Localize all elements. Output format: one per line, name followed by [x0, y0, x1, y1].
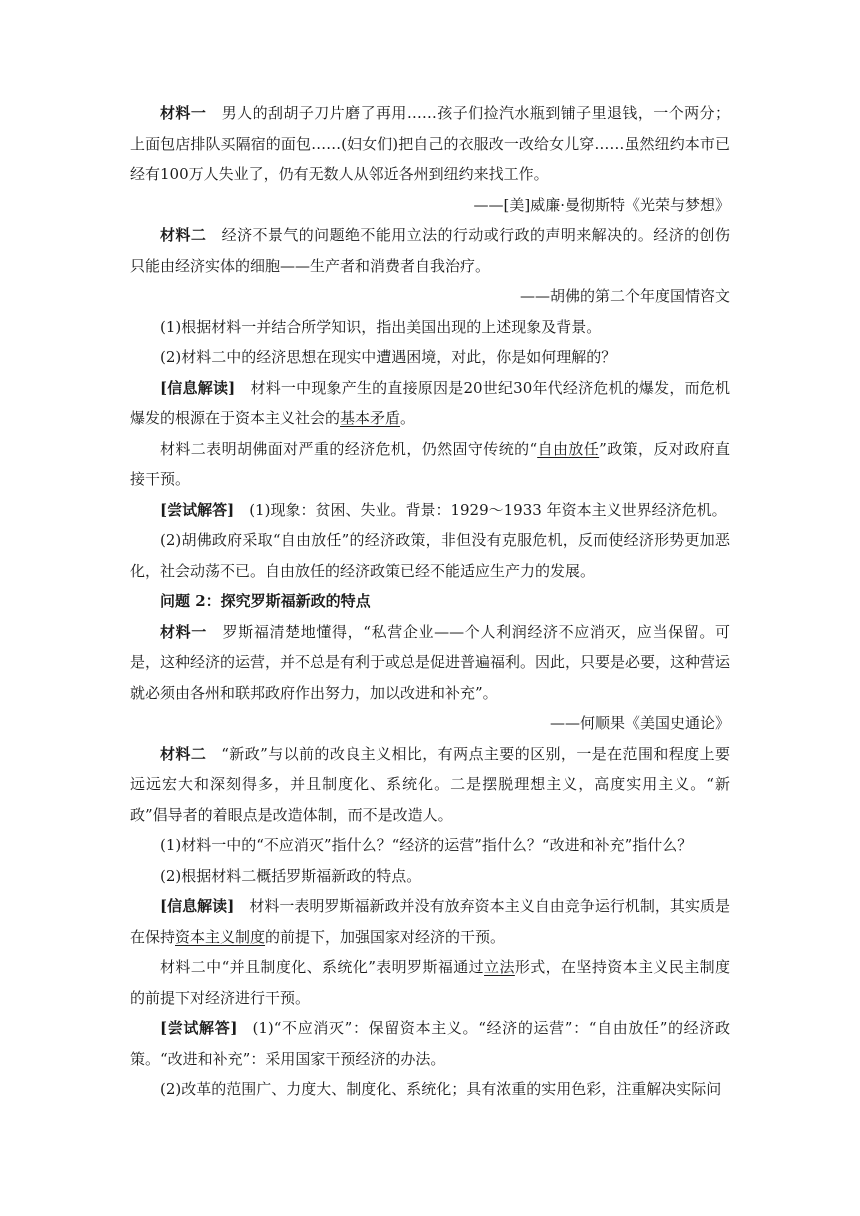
material-source: ——[美]威廉·曼彻斯特《光荣与梦想》	[473, 195, 730, 214]
answer-label: [尝试解答]	[160, 1019, 238, 1037]
document-body	[130, 98, 730, 1105]
info-text: 材料一中现象产生的直接原因是20世纪30年代经济危机的爆发，而危机爆发的根源在于资本主义社会的	[130, 378, 730, 427]
info-reading-paragraph	[130, 891, 730, 952]
info-text: 材料一表明罗斯福新政并没有放弃资本主义自由竞争运行机制，其实质是在保持	[130, 897, 730, 946]
section-heading	[130, 586, 730, 617]
material-text: 经济不景气的问题绝不能用立法的行动或行政的声明来解决的。经济的创伤只能由经济实体的细胞——生产者和消费者自我治疗。	[130, 226, 730, 275]
info-reading-label: [信息解读]	[160, 378, 236, 397]
info-text: 材料二中“并且制度化、系统化”表明罗斯福通过	[160, 958, 485, 976]
info-reading-paragraph	[130, 434, 730, 495]
material-label: 材料二	[160, 744, 207, 763]
underlined-keyword: 立法	[484, 958, 515, 976]
info-text: 的前提下，加强国家对经济的干预。	[265, 927, 506, 946]
info-text: 材料二表明胡佛面对严重的经济危机，仍然固守传统的“	[160, 439, 538, 458]
material-text: 男人的刮胡子刀片磨了再用……孩子们捡汽水瓶到铺子里退钱，一个两分；上面包店排队买隔宿的面包……(妇女们)把自己的衣服改一改给女儿穿……虽然纽约本市已经有100万人失业了，仍有无数人从邻近各州到纽约来找工作。	[130, 104, 730, 183]
material-2-paragraph	[130, 220, 730, 281]
underlined-keyword: 资本主义制度	[175, 927, 266, 946]
answer-paragraph	[130, 495, 730, 526]
material-2-paragraph	[130, 739, 730, 831]
info-reading-paragraph	[130, 952, 730, 1013]
question-2: (2)材料二中的经济思想在现实中遭遇困境，对此，你是如何理解的？	[160, 348, 617, 366]
material-label: 材料一	[160, 622, 207, 641]
question-2: (2)根据材料二概括罗斯福新政的特点。	[160, 866, 422, 885]
material-1-paragraph	[130, 617, 730, 709]
info-text: 。	[400, 409, 416, 427]
material-1-paragraph	[130, 98, 730, 190]
info-text: 形式，在坚持资本主义民主制度的前提下对经济进行干预。	[130, 958, 730, 1007]
underlined-keyword: 自由放任	[537, 439, 600, 458]
question-1: (1)材料一中的“不应消灭”指什么？“经济的运营”指什么？“改进和补充”指什么？	[160, 836, 693, 854]
material-text: “新政”与以前的改良主义相比，有两点主要的区别，一是在范围和程度上要远远宏大和深刻得多，并且制度化、系统化。二是摆脱理想主义，高度实用主义。“新政”倡导者的着眼点是改造体制，而不是改造人。	[130, 744, 730, 824]
underlined-keyword: 基本矛盾	[340, 409, 401, 427]
question-1: (1)根据材料一并结合所学知识，指出美国出现的上述现象及背景。	[160, 317, 602, 336]
section-heading-text: 问题 2：探究罗斯福新政的特点	[160, 592, 371, 610]
material-text: 罗斯福清楚地懂得，“私营企业——个人利润经济不应消灭，应当保留。可是，这种经济的运营，并不总是有利于或总是促进普遍福利。因此，只要是必要，这种营运就必须由各州和联邦政府作出努力，加以改进和补充”。	[130, 622, 731, 702]
answer-label: [尝试解答]	[160, 500, 235, 519]
info-text: ”政策，反对政府直接干预。	[130, 439, 730, 488]
info-reading-paragraph	[130, 373, 730, 434]
answer-paragraph: (2)胡佛政府采取“自由放任”的经济政策，非但没有克服危机，反而使经济形势更加恶化，社会动荡不已。自由放任的经济政策已经不能适应生产力的发展。	[130, 531, 730, 580]
material-source: ——何顺果《美国史通论》	[549, 714, 730, 732]
material-label: 材料一	[160, 104, 207, 122]
material-source: ——胡佛的第二个年度国情咨文	[519, 287, 730, 305]
answer-paragraph: (2)改革的范围广、力度大、制度化、系统化；具有浓重的实用色彩，注重解决实际问	[160, 1080, 722, 1098]
answer-paragraph	[130, 1013, 730, 1074]
answer-text: (1)现象：贫困、失业。背景：1929～1933 年资本主义世界经济危机。	[249, 500, 727, 519]
answer-text: (1)“不应消灭”：保留资本主义。“经济的运营”：“自由放任”的经济政策。“改进和补充”：采用国家干预经济的办法。	[130, 1019, 730, 1068]
material-label: 材料二	[160, 226, 207, 244]
info-reading-label: [信息解读]	[160, 897, 235, 915]
